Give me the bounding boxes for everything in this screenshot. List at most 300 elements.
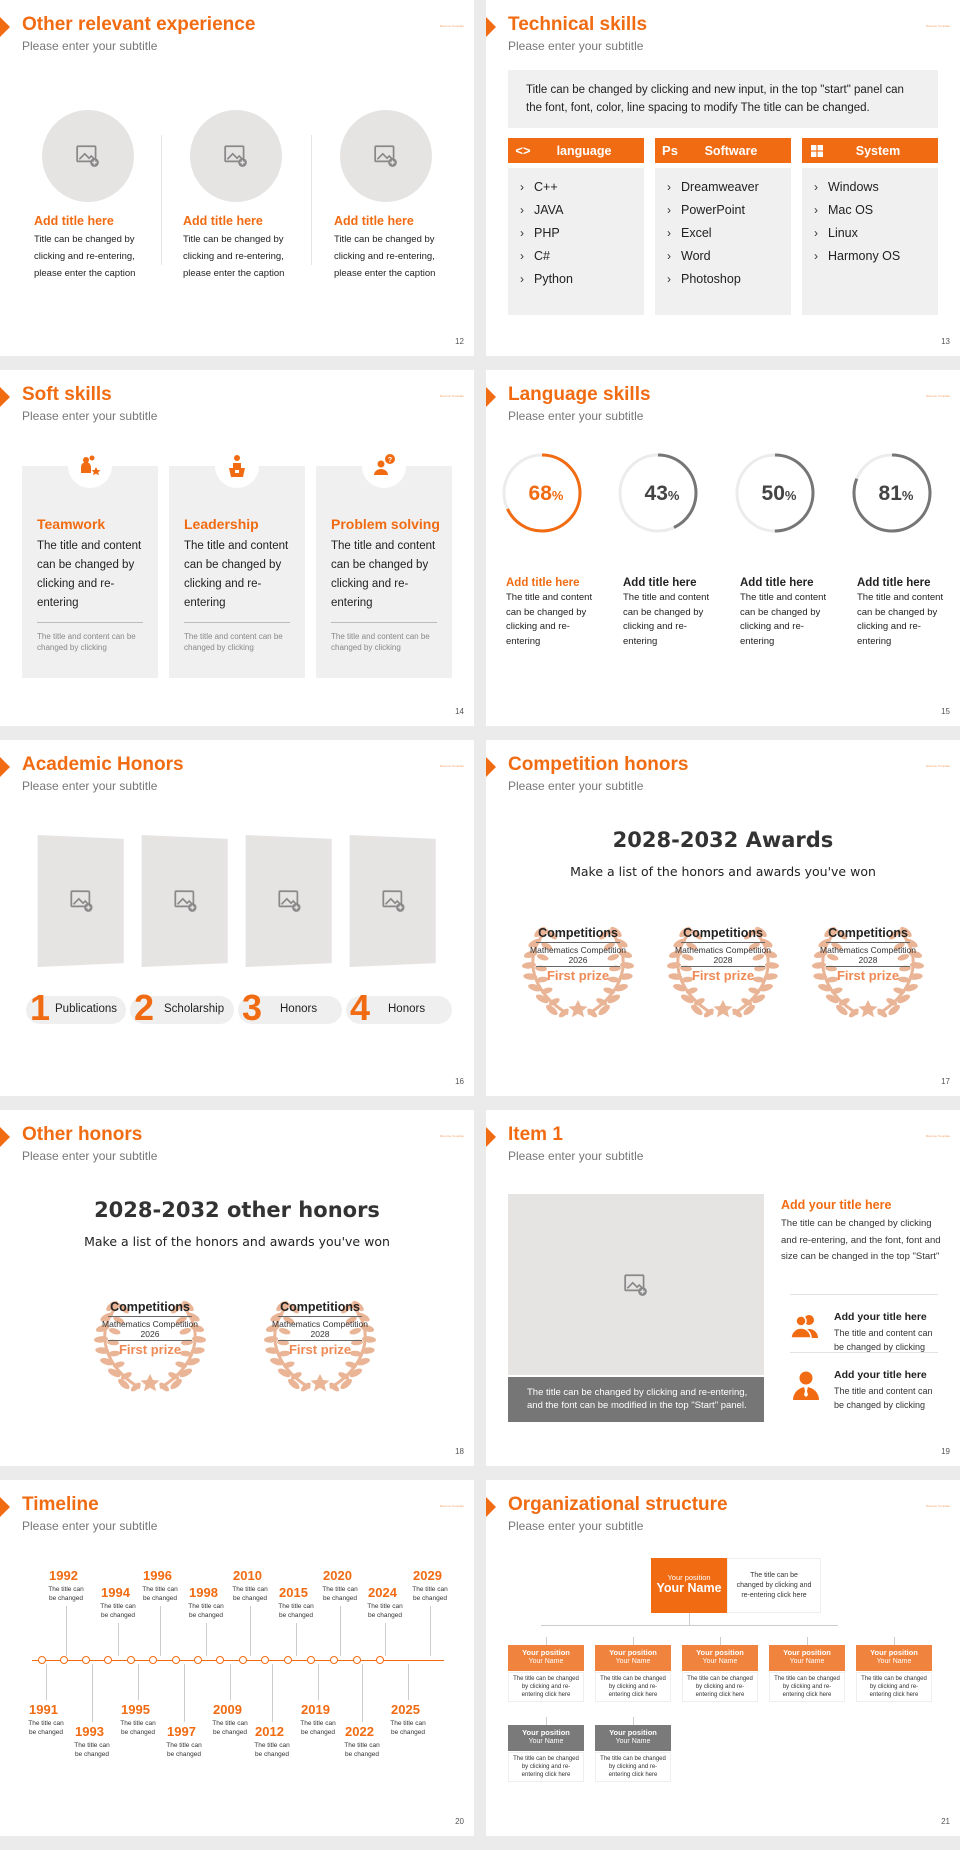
- brand-mark: Resume Template: [439, 764, 464, 768]
- image-placeholder[interactable]: [38, 835, 124, 967]
- award-name: Mathematics Competition: [272, 1319, 368, 1329]
- timeline-year: 1992: [49, 1568, 78, 1583]
- honor-label: Scholarship: [164, 1003, 225, 1015]
- question-person-icon: [362, 444, 406, 488]
- title-marker: [0, 17, 10, 37]
- timeline-caption: The title can be changed: [188, 1603, 224, 1619]
- timeline-connector: [250, 1606, 251, 1656]
- section-text: The title can be changed by clicking and re-entering, and the font, font and size can be changed in the top "Start": [781, 1218, 941, 1262]
- item-text: Title can be changed by clicking and re-entering, please enter the caption: [183, 234, 285, 279]
- org-connector: [633, 1717, 634, 1725]
- podium-icon: [215, 444, 259, 488]
- org-position: Your position: [870, 1648, 918, 1657]
- timeline-connector: [340, 1606, 341, 1656]
- timeline-year: 2010: [233, 1568, 262, 1583]
- skill-item: › Word: [655, 245, 791, 268]
- org-position-box[interactable]: [769, 1645, 845, 1671]
- org-position: Your position: [783, 1648, 831, 1657]
- card-divider: [37, 622, 143, 623]
- org-name: Your Name: [656, 1581, 722, 1595]
- timeline-node[interactable]: [38, 1656, 46, 1664]
- intro-box: [508, 70, 938, 128]
- org-connector: [720, 1637, 721, 1645]
- slide-13[interactable]: [486, 0, 960, 356]
- slide-subtitle: Please enter your subtitle: [22, 1149, 158, 1163]
- award-prize: First prize: [691, 968, 755, 983]
- page-number: 16: [455, 1077, 464, 1086]
- slide-title: Organizational structure: [508, 1494, 728, 1515]
- timeline-node[interactable]: [194, 1656, 202, 1664]
- org-connector: [546, 1717, 547, 1725]
- award-rule: [826, 942, 910, 943]
- timeline-connector: [66, 1606, 67, 1656]
- title-marker: [486, 1127, 496, 1147]
- org-position: Your position: [667, 1573, 711, 1582]
- award-category: Competitions: [683, 926, 763, 940]
- page-number: 12: [455, 337, 464, 346]
- timeline-year: 2025: [391, 1702, 420, 1717]
- image-icon: [173, 888, 198, 914]
- slide-subtitle: Please enter your subtitle: [22, 779, 158, 793]
- brand-mark: Resume Template: [439, 394, 464, 398]
- honor-number: 2: [134, 987, 155, 1028]
- skill-item: › Photoshop: [655, 268, 791, 291]
- award-rule: [278, 1316, 362, 1317]
- award-category: Competitions: [280, 1300, 360, 1314]
- award-prize: First prize: [288, 1342, 352, 1357]
- timeline-caption: The title can be changed: [232, 1586, 268, 1602]
- slide-20[interactable]: [0, 1480, 474, 1836]
- timeline-node[interactable]: [239, 1656, 247, 1664]
- award-rule: [108, 1316, 192, 1317]
- skill-item: › Dreamweaver: [655, 176, 791, 199]
- award-rule: [536, 966, 620, 967]
- title-marker: [0, 757, 10, 777]
- org-position-box[interactable]: [856, 1645, 932, 1671]
- skill-item: › Windows: [802, 176, 938, 199]
- slide-title: Soft skills: [22, 384, 112, 405]
- timeline-node[interactable]: [330, 1656, 338, 1664]
- slide-title: Technical skills: [508, 14, 648, 35]
- timeline-caption: The title can be changed: [278, 1603, 314, 1619]
- item-text: The title and content can be changed by clicking and re- entering: [740, 592, 827, 647]
- brand-mark: Resume Template: [925, 1504, 950, 1508]
- experience-item: [34, 214, 164, 282]
- page-number: 15: [941, 707, 950, 716]
- timeline-node[interactable]: [60, 1656, 68, 1664]
- slide-title: Language skills: [508, 384, 651, 405]
- timeline-node[interactable]: [376, 1656, 384, 1664]
- award-year: 2028: [713, 955, 733, 965]
- item-text: The title and content can be changed by clicking and re- entering: [623, 592, 710, 647]
- skill-item: › C#: [508, 245, 644, 268]
- slide-subtitle: Please enter your subtitle: [508, 39, 644, 53]
- timeline-caption: The title can be changed: [212, 1720, 248, 1736]
- image-placeholder[interactable]: [508, 1194, 764, 1375]
- org-root-caption: The title can be changed by clicking and re-entering click here: [727, 1558, 821, 1613]
- item-title: Add title here: [34, 214, 114, 228]
- skill-item: › JAVA: [508, 199, 644, 222]
- award-text: [798, 926, 938, 983]
- timeline-connector: [408, 1664, 409, 1700]
- timeline-year: 2019: [301, 1702, 330, 1717]
- title-marker: [486, 17, 496, 37]
- award-rule: [278, 1340, 362, 1341]
- slide-subtitle: Please enter your subtitle: [508, 779, 644, 793]
- honor-label: Publications: [55, 1003, 118, 1015]
- brand-mark: Resume Template: [925, 1134, 950, 1138]
- page-number: 21: [941, 1817, 950, 1826]
- skill-column-header[interactable]: [655, 138, 791, 163]
- card-title: Teamwork: [37, 516, 106, 532]
- org-position-box[interactable]: [595, 1725, 671, 1751]
- timeline-node[interactable]: [127, 1656, 135, 1664]
- org-connector: [541, 1625, 838, 1626]
- ring-value: 68%: [528, 482, 564, 505]
- org-connector: [894, 1637, 895, 1645]
- intro-line: Title can be changed by clicking and new input, in the top "start" panel can: [526, 84, 904, 96]
- slide-14[interactable]: [0, 370, 474, 726]
- award-year: 2028: [310, 1329, 330, 1339]
- image-icon: [75, 143, 101, 169]
- org-position-box[interactable]: [508, 1725, 584, 1751]
- slide-21[interactable]: [486, 1480, 960, 1836]
- timeline-year: 1991: [29, 1702, 58, 1717]
- brand-mark: Resume Template: [439, 1134, 464, 1138]
- slide-subtitle: Please enter your subtitle: [508, 1149, 644, 1163]
- brand-mark: Resume Template: [439, 24, 464, 28]
- timeline-node[interactable]: [82, 1656, 90, 1664]
- column-label: System: [855, 143, 901, 158]
- awards-heading: 2028-2032 Awards: [612, 828, 834, 852]
- brand-mark: Resume Template: [925, 24, 950, 28]
- org-name: Your Name: [615, 1738, 651, 1745]
- org-position-box[interactable]: [508, 1645, 584, 1671]
- page-number: 18: [455, 1447, 464, 1456]
- awards-heading: 2028-2032 other honors: [94, 1198, 380, 1222]
- slide-subtitle: Please enter your subtitle: [508, 1519, 644, 1533]
- timeline-connector: [385, 1623, 386, 1656]
- award-year: 2026: [568, 955, 588, 965]
- divider: [790, 1294, 938, 1295]
- honor-label: Honors: [280, 1003, 318, 1015]
- timeline-connector: [206, 1623, 207, 1656]
- timeline-caption: The title can be changed: [142, 1586, 178, 1602]
- timeline-connector: [92, 1664, 93, 1722]
- brand-mark: Resume Template: [439, 1504, 464, 1508]
- experience-item: [334, 214, 464, 282]
- skill-column-header[interactable]: [802, 138, 938, 163]
- skill-list: [802, 168, 938, 315]
- slide-title: Other relevant experience: [22, 14, 256, 35]
- honor-number: 1: [30, 987, 51, 1028]
- timeline-connector: [430, 1606, 431, 1656]
- card-text: The title and content can be changed by clicking and re- entering: [37, 540, 142, 609]
- timeline-connector: [184, 1664, 185, 1722]
- page-number: 19: [941, 1447, 950, 1456]
- ps-icon: Ps: [662, 143, 678, 158]
- page-number: 14: [455, 707, 464, 716]
- award-rule: [108, 1340, 192, 1341]
- timeline-year: 2022: [345, 1724, 374, 1739]
- skill-item: › C++: [508, 176, 644, 199]
- row-text: The title and content can be changed by clicking: [834, 1386, 933, 1410]
- org-name: Your Name: [702, 1658, 738, 1665]
- item-text: The title and content can be changed by clicking and re- entering: [506, 592, 593, 647]
- ring-value: 81%: [878, 482, 914, 505]
- timeline-connector: [318, 1664, 319, 1700]
- image-placeholder[interactable]: [42, 110, 134, 202]
- slide-16[interactable]: [0, 740, 474, 1096]
- timeline-connector: [272, 1664, 273, 1722]
- award-year: 2028: [858, 955, 878, 965]
- timeline-node[interactable]: [149, 1656, 157, 1664]
- org-position-box[interactable]: [595, 1645, 671, 1671]
- award-rule: [681, 966, 765, 967]
- award-category: Competitions: [110, 1300, 190, 1314]
- title-marker: [486, 1497, 496, 1517]
- image-icon: [623, 1272, 649, 1298]
- language-item: [623, 577, 733, 649]
- item-title: Add title here: [334, 214, 414, 228]
- timeline-node[interactable]: [284, 1656, 292, 1664]
- award-rule: [536, 942, 620, 943]
- timeline-caption: The title can be changed: [254, 1742, 290, 1758]
- item-title: Add title here: [623, 577, 697, 589]
- slide-subtitle: Please enter your subtitle: [22, 409, 158, 423]
- timeline-connector: [138, 1664, 139, 1700]
- caption-line: The title can be changed by clicking and re-entering,: [527, 1387, 748, 1398]
- item-text: Title can be changed by clicking and re-entering, please enter the caption: [334, 234, 436, 279]
- skill-item: › Harmony OS: [802, 245, 938, 268]
- soft-skill-card[interactable]: [316, 466, 452, 678]
- timeline-connector: [118, 1623, 119, 1656]
- timeline-node[interactable]: [261, 1656, 269, 1664]
- image-icon: [381, 888, 406, 914]
- timeline-connector: [362, 1664, 363, 1722]
- ring-value: 50%: [761, 482, 797, 505]
- slide-17[interactable]: [486, 740, 960, 1096]
- title-marker: [0, 1497, 10, 1517]
- timeline-node[interactable]: [353, 1656, 361, 1664]
- page-number: 20: [455, 1817, 464, 1826]
- timeline-caption: The title can be changed: [166, 1742, 202, 1758]
- slide-15[interactable]: [486, 370, 960, 726]
- honor-label: Honors: [388, 1003, 426, 1015]
- timeline-year: 2029: [413, 1568, 442, 1583]
- award-text: [250, 1300, 390, 1357]
- item-text: The title and content can be changed by clicking and re- entering: [857, 592, 944, 647]
- slide-title: Academic Honors: [22, 754, 184, 775]
- award-prize: First prize: [546, 968, 610, 983]
- slide-title: Competition honors: [508, 754, 689, 775]
- windows-icon: [802, 145, 832, 157]
- org-position: Your position: [609, 1728, 657, 1737]
- team-icon: [68, 444, 112, 488]
- slide-19[interactable]: [486, 1110, 960, 1466]
- org-name: Your Name: [528, 1738, 564, 1745]
- award-rule: [681, 942, 765, 943]
- org-name: Your Name: [789, 1658, 825, 1665]
- skill-item: › Mac OS: [802, 199, 938, 222]
- image-placeholder[interactable]: [190, 110, 282, 202]
- image-caption: [508, 1377, 764, 1422]
- timeline-connector: [46, 1664, 47, 1700]
- timeline-year: 2012: [255, 1724, 284, 1739]
- title-marker: [0, 1127, 10, 1147]
- card-footnote: The title and content can be changed by clicking: [184, 632, 283, 652]
- org-connector: [633, 1637, 634, 1645]
- timeline-caption: The title can be changed: [74, 1742, 110, 1758]
- org-connector: [546, 1637, 547, 1645]
- award-name: Mathematics Competition: [675, 945, 771, 955]
- org-name: Your Name: [528, 1658, 564, 1665]
- language-rings: [486, 370, 960, 726]
- org-caption: The title can be changed by clicking and re- entering click here: [595, 1752, 671, 1782]
- award-rule: [826, 966, 910, 967]
- skill-item: › PHP: [508, 222, 644, 245]
- brand-mark: Resume Template: [925, 394, 950, 398]
- award-name: Mathematics Competition: [820, 945, 916, 955]
- timeline-year: 1995: [121, 1702, 150, 1717]
- award-category: Competitions: [538, 926, 618, 940]
- slide-12[interactable]: [0, 0, 474, 356]
- org-name: Your Name: [876, 1658, 912, 1665]
- slide-18[interactable]: [0, 1110, 474, 1466]
- timeline-caption: The title can be changed: [412, 1586, 448, 1602]
- timeline-year: 1996: [143, 1568, 172, 1583]
- intro-line: the font, font, color, line spacing to modify The title can be changed.: [526, 102, 870, 114]
- timeline-caption: The title can be changed: [100, 1603, 136, 1619]
- two-people-icon: [790, 1313, 820, 1344]
- timeline-connector: [230, 1664, 231, 1700]
- org-name: Your Name: [615, 1658, 651, 1665]
- card-footnote: The title and content can be changed by clicking: [37, 632, 136, 652]
- item-title: Add title here: [506, 577, 580, 589]
- timeline-node[interactable]: [216, 1656, 224, 1664]
- awards-subheading: Make a list of the honors and awards you've won: [570, 864, 876, 879]
- award-text: [508, 926, 648, 983]
- image-icon: [373, 143, 399, 169]
- svg-text:?: ?: [387, 457, 393, 464]
- code-icon: <>: [515, 143, 531, 158]
- timeline-caption: The title can be changed: [300, 1720, 336, 1736]
- column-label: Software: [704, 143, 758, 158]
- soft-skill-card[interactable]: [169, 466, 305, 678]
- honor-number: 3: [242, 987, 263, 1028]
- award-year: 2026: [140, 1329, 160, 1339]
- card-title: Leadership: [184, 516, 259, 532]
- timeline-node[interactable]: [172, 1656, 180, 1664]
- timeline-caption: The title can be changed: [367, 1603, 403, 1619]
- org-position: Your position: [522, 1648, 570, 1657]
- image-icon: [223, 143, 249, 169]
- image-placeholder[interactable]: [340, 110, 432, 202]
- card-text: The title and content can be changed by clicking and re- entering: [184, 540, 289, 609]
- org-connector: [807, 1637, 808, 1645]
- brand-mark: Resume Template: [925, 764, 950, 768]
- card-divider: [184, 622, 290, 623]
- slide-title: Item 1: [508, 1124, 563, 1145]
- language-item: [857, 577, 957, 649]
- language-item: [506, 577, 616, 649]
- page-number: 13: [941, 337, 950, 346]
- soft-skill-card[interactable]: [22, 466, 158, 678]
- slide-subtitle: Please enter your subtitle: [22, 39, 158, 53]
- slide-title: Timeline: [22, 1494, 99, 1515]
- item-title: Add title here: [183, 214, 263, 228]
- skill-list: [655, 168, 791, 315]
- skill-item: › PowerPoint: [655, 199, 791, 222]
- award-prize: First prize: [836, 968, 900, 983]
- title-marker: [0, 387, 10, 407]
- item-text: Title can be changed by clicking and re-entering, please enter the caption: [34, 234, 136, 279]
- honor-number: 4: [350, 987, 371, 1028]
- skill-column-header[interactable]: [508, 138, 644, 163]
- slide-title: Other honors: [22, 1124, 143, 1145]
- item-title: Add title here: [857, 577, 931, 589]
- timeline-year: 2024: [368, 1585, 397, 1600]
- ring-value: 43%: [644, 482, 680, 505]
- timeline-year: 2015: [279, 1585, 308, 1600]
- image-icon: [277, 888, 302, 914]
- timeline-year: 1993: [75, 1724, 104, 1739]
- award-text: [80, 1300, 220, 1357]
- org-position-box[interactable]: [682, 1645, 758, 1671]
- person-icon: [792, 1370, 820, 1405]
- timeline-caption: The title can be changed: [48, 1586, 84, 1602]
- timeline-node[interactable]: [307, 1656, 315, 1664]
- title-marker: [486, 757, 496, 777]
- slide-subtitle: Please enter your subtitle: [22, 1519, 158, 1533]
- image-placeholder[interactable]: [142, 835, 228, 967]
- org-caption: The title can be changed by clicking and re- entering click here: [682, 1672, 758, 1702]
- org-caption: The title can be changed by clicking and re- entering click here: [769, 1672, 845, 1702]
- timeline-caption: The title can be changed: [28, 1720, 64, 1736]
- timeline-caption: The title can be changed: [390, 1720, 426, 1736]
- award-name: Mathematics Competition: [102, 1319, 198, 1329]
- award-category: Competitions: [828, 926, 908, 940]
- card-divider: [331, 622, 437, 623]
- org-position: Your position: [522, 1728, 570, 1737]
- caption-line: and the font can be modified in the top "Start" panel.: [527, 1400, 747, 1411]
- skill-item: › Excel: [655, 222, 791, 245]
- org-caption: The title can be changed by clicking and re- entering click here: [508, 1672, 584, 1702]
- award-text: [653, 926, 793, 983]
- org-position: Your position: [609, 1648, 657, 1657]
- column-label: language: [556, 143, 612, 158]
- timeline-node[interactable]: [104, 1656, 112, 1664]
- image-placeholder[interactable]: [246, 835, 332, 967]
- image-placeholder[interactable]: [350, 835, 436, 967]
- org-root-box[interactable]: [651, 1558, 727, 1613]
- timeline-caption: The title can be changed: [120, 1720, 156, 1736]
- timeline-connector: [296, 1623, 297, 1656]
- award-prize: First prize: [118, 1342, 182, 1357]
- timeline-year: 1994: [101, 1585, 130, 1600]
- timeline-caption: The title can be changed: [322, 1586, 358, 1602]
- card-text: The title and content can be changed by clicking and re- entering: [331, 540, 436, 609]
- timeline-year: 2020: [323, 1568, 352, 1583]
- skill-item: › Python: [508, 268, 644, 291]
- image-icon: [69, 888, 94, 914]
- timeline-caption: The title can be changed: [344, 1742, 380, 1758]
- org-connector: [689, 1613, 690, 1625]
- experience-item: [183, 214, 313, 282]
- row-text: The title and content can be changed by clicking: [834, 1328, 933, 1352]
- page-number: 17: [941, 1077, 950, 1086]
- row-title: Add your title here: [834, 1311, 927, 1323]
